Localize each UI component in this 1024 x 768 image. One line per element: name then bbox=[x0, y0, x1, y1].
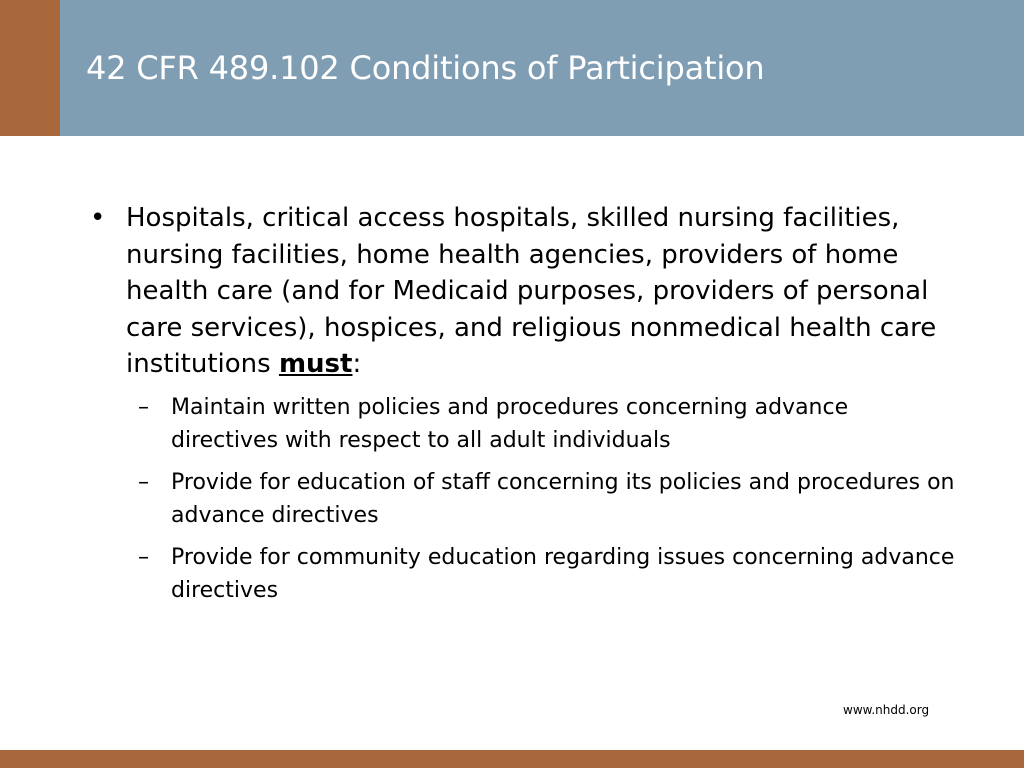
sub-item bbox=[80, 466, 960, 533]
sub-item-text: Provide for education of staff concerning its policies and procedures on advance directives bbox=[171, 469, 955, 528]
dash-marker: – bbox=[138, 394, 149, 420]
title-bar bbox=[60, 0, 1024, 136]
dash-marker: – bbox=[138, 544, 149, 570]
bullet-marker: • bbox=[90, 203, 106, 233]
footer-url: www.nhdd.org bbox=[843, 703, 930, 717]
bullet-colon: : bbox=[352, 349, 362, 379]
sub-list bbox=[80, 391, 960, 608]
bottom-bar bbox=[0, 750, 1024, 768]
accent-block bbox=[0, 0, 60, 136]
slide-content bbox=[80, 200, 960, 616]
sub-item bbox=[80, 391, 960, 458]
sub-item-text: Maintain written policies and procedures concerning advance directives with respect to all adult individuals bbox=[171, 394, 849, 453]
sub-item bbox=[80, 541, 960, 608]
sub-item-text: Provide for community education regarding issues concerning advance directives bbox=[171, 544, 955, 603]
bullet-text: Hospitals, critical access hospitals, skilled nursing facilities, nursing facilities, home health agencies, providers of home health care (and for Medicaid purposes, providers of personal care services), hospices, and religious nonmedical health care institutions bbox=[126, 203, 937, 379]
must-emphasis: must bbox=[278, 349, 353, 379]
main-bullet bbox=[80, 200, 960, 383]
slide-title: 42 CFR 489.102 Conditions of Participation bbox=[86, 49, 765, 87]
dash-marker: – bbox=[138, 469, 149, 495]
